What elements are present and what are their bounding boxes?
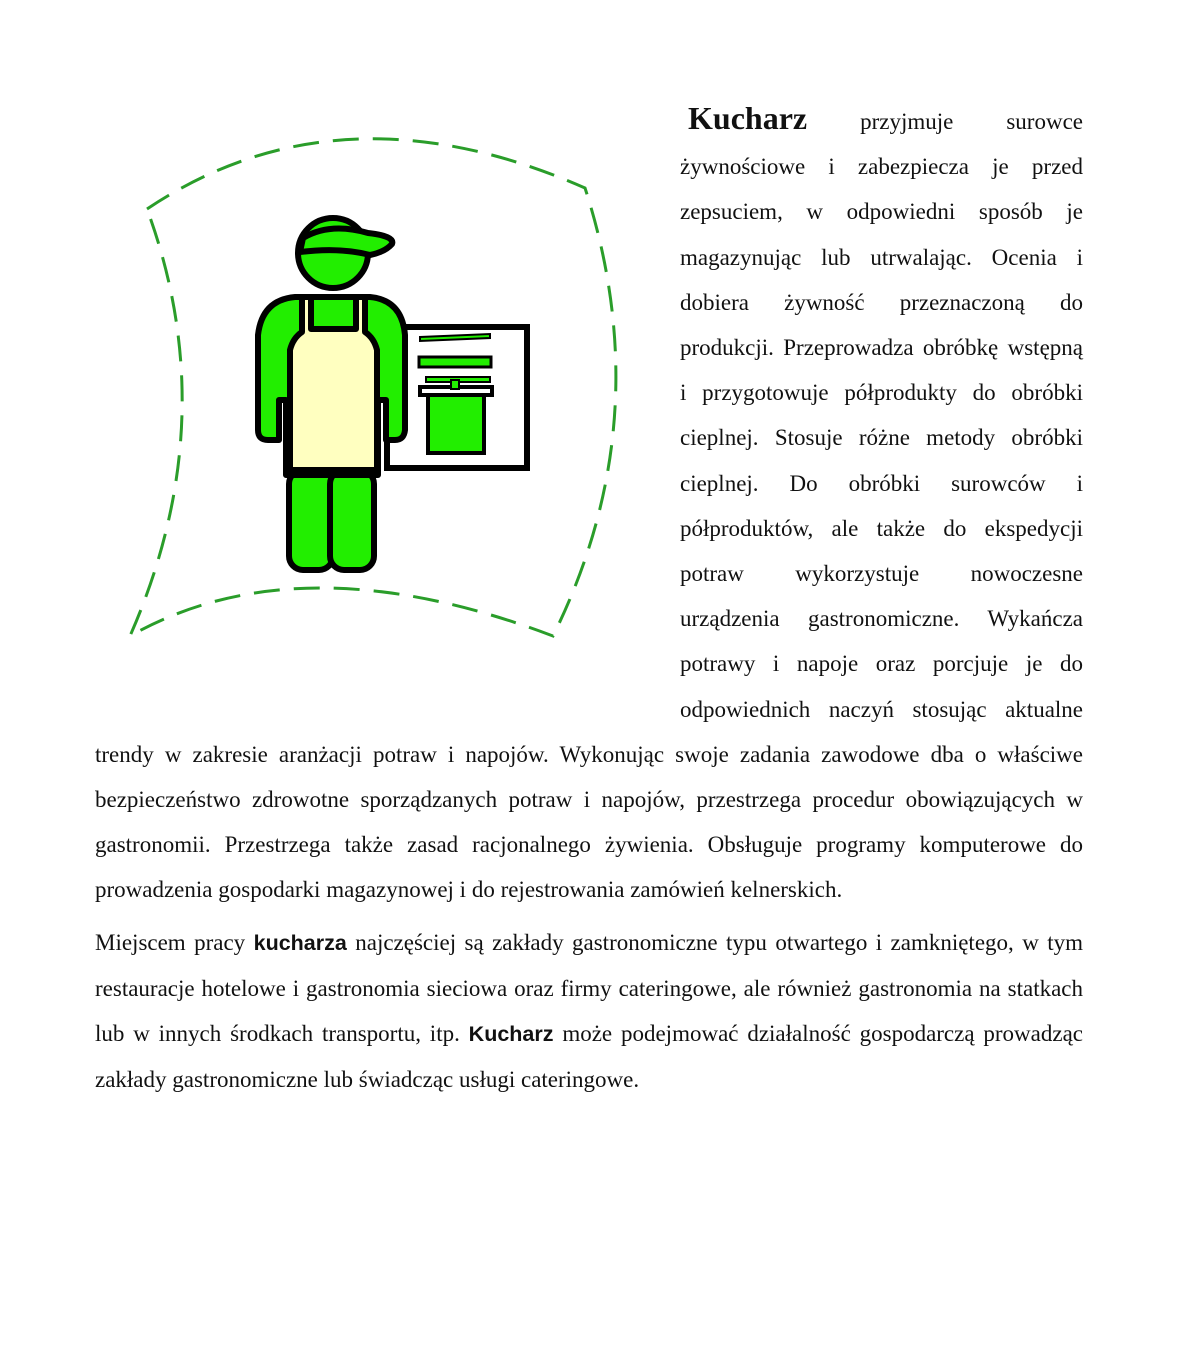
paragraph-1-text: przyjmuje surowce żywnościowe i zabezpiecza je przed zepsuciem, w odpowiedni sposób je magazynując lub utrwalając. Ocenia i dobiera żywność przeznaczoną do produkcji. Przeprowadza obróbkę wstępną i przygotowuje półprodukty do obróbki cieplnej. Stosuje różne metody obróbki cieplnej. Do obróbki surowców i półproduktów, ale także do ekspedycji potraw wykorzystuje nowoczesne urządzenia gastronomiczne. Wykańcza potrawy i napoje oraz porcjuje je do odpowiednich naczyń stosując aktualne trendy w zakresie aranżacji potraw i napojów. Wykonując swoje zadania zawodowe dba o właściwe bezpieczeństwo zdrowotne sporządzanych potraw i napojów, przestrzega procedur obowiązujących w gastronomii. Przestrzega także zasad racjonalnego żywienia. Obsługuje programy komputerowe do prowadzenia gospodarki magazynowej i do rejestrowania zamówień kelnerskich. — [95, 109, 1083, 903]
bold-kucharza: kucharza — [253, 930, 347, 955]
document-body — [95, 96, 1083, 1102]
torso-icon — [258, 297, 405, 475]
paragraph-2-part-1: Miejscem pracy — [95, 929, 254, 955]
cook-illustration — [95, 96, 680, 696]
cook-pictogram-icon — [95, 96, 680, 696]
paragraph-workplace — [95, 920, 1083, 1103]
paragraph-2-part-2: najczęściej są zakłady gastronomiczne typu otwartego i zamkniętego, w tym restauracje hotelowe i gastronomia sieciowa oraz firmy cateringowe, ale również gastronomia na statkach lub w innych środkach transportu, itp. — [95, 929, 1083, 1047]
legs-icon — [289, 470, 374, 570]
paragraph-2-part-3: może podejmować działalność gospodarczą prowadząc zakłady gastronomiczne lub świadcząc usługi cateringowe. — [95, 1021, 1083, 1093]
lead-word-kucharz: Kucharz — [688, 100, 808, 136]
head-icon — [298, 218, 392, 288]
bold-kucharz: Kucharz — [468, 1022, 554, 1047]
